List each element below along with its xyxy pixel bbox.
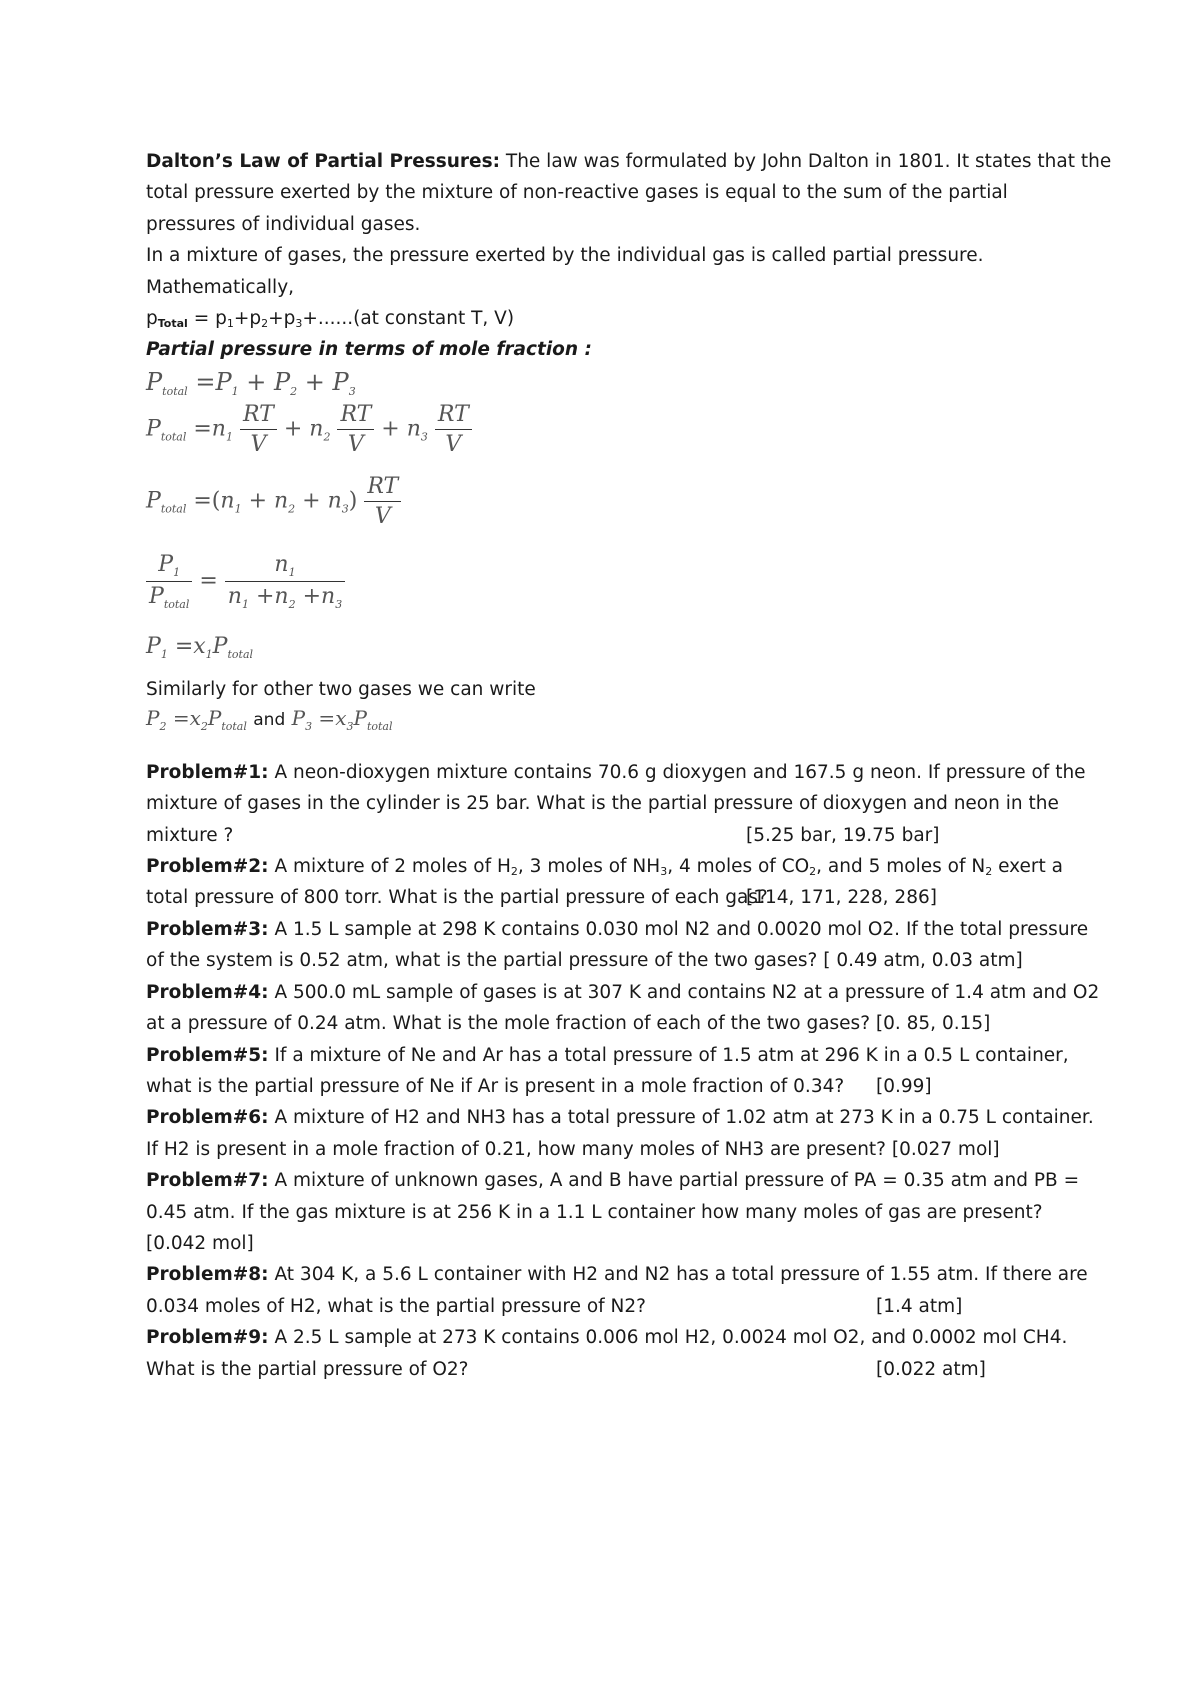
answer-2: [114, 171, 228, 286] — [746, 887, 937, 909]
intro-line-3: pressures of individual gases. — [146, 213, 421, 235]
problem-5: Problem#5: If a mixture of Ne and Ar has a total pressure of 1.5 atm at 296 K in a 0.5 L container, — [146, 1044, 1069, 1066]
similarly-text: Similarly for other two gases we can write — [146, 678, 536, 700]
law-heading: Dalton’s Law of Partial Pressures: — [146, 151, 501, 172]
problem-4: Problem#4: A 500.0 mL sample of gases is at 307 K and contains N2 at a pressure of 1.4 atm and O2 — [146, 981, 1100, 1003]
mole-fraction-heading: Partial pressure in terms of mole fraction : — [146, 339, 592, 361]
equation-p1-mole-fraction: $P_1 =x_1P_{total}$ — [146, 633, 254, 661]
answer-9: [0.022 atm] — [876, 1358, 986, 1380]
answer-8: [1.4 atm] — [876, 1295, 963, 1317]
equation-ideal-gas-sum: $P_{total} =n_1$ $\frac{RT}{V}$ + $n_2$ $\frac{RT}{V}$ + $n_3$ $\frac{RT}{V}$ — [146, 402, 472, 457]
equation-ratio: $\frac{P_1}{P_{total}}$ = $\frac{n_1}{n_1 +n_2 +n_3}$ — [146, 552, 345, 611]
intro-line-2: total pressure exerted by the mixture of non-reactive gases is equal to the sum of the partial — [146, 182, 1008, 204]
problem-6: Problem#6: A mixture of H2 and NH3 has a total pressure of 1.02 atm at 273 K in a 0.75 L container. — [146, 1107, 1094, 1129]
answer-1: [5.25 bar, 19.75 bar] — [746, 824, 940, 846]
problem-7: Problem#7: A mixture of unknown gases, A and B have partial pressure of PA = 0.35 atm and PB = — [146, 1170, 1080, 1192]
document-page: Dalton’s Law of Partial Pressures: The law was formulated by John Dalton in 1801. It states that the total pressure exerted by the mixture of non-reactive gases is equal to the sum of the partial pressures of individual gases. In a mixture of gases, the pressure exerted by the individual gas is called partial pressure. Mathematically, $p_{Total} = p_1+p_2+p_3+......(at$ constant T, V) Partial pressure in terms of mole fraction : $P_{total} =P_1 + P_2 + P_3$ $P_{total} =n_1$ $\frac{RT}{V}$ + $n_2$ $\frac{RT}{V}$ + $n_3$ $\frac{RT}{V}$ $P_{total} =(n_1 + n_2 + n_3)$ $\frac{RT}{V}$ $\frac{P_1}{P_{total}}$ = $\frac{n_1}{n_1 +n_2 +n_3}$ $P_1 =x_1P_{total}$ Similarly for other two gases we can write $P_2 =x_2P_{total}$ and $P_3 =x_3P_{total}$ Problem#1: A neon-dioxygen mixture contains 70.6 g dioxygen and 167.5 g neon. If pressure of the mixture of gases in the cylinder is 25 bar. What is the partial pressure of dioxygen and neon in the mixture ? [5.25 bar, 19.75 bar] Problem#2: A mixture of 2 moles of $H_2$, 3 moles of $NH_3$, 4 moles of $CO_2$, and 5 moles of $N_2$ exert a total pressure of 800 torr. What is the partial pressure of each gas? [114, 171, 228, 286] Problem#3: A 1.5 L sample at 298 K contains 0.030 mol N2 and 0.0020 mol O2. If the total pressure of the system is 0.52 atm, what is the partial pressure of the two gases? [ 0.49 atm, 0.03 atm] Problem#4: A 500.0 mL sample of gases is at 307 K and contains N2 at a pressure of 1.4 atm and O2 at a pressure of 0.24 atm. What is the mole fraction of each of the two gases? [0. 85, 0.15] Problem#5: If a mixture of Ne and Ar has a total pressure of 1.5 atm at 296 K in a 0.5 L container, what is the partial pressure of Ne if Ar is present in a mole fraction of 0.34? [0.99] Problem#6: A mixture of H2 and NH3 has a total pressure of 1.02 atm at 273 K in a 0.75 L container. If H2 is present in a mole fraction of 0.21, how many moles of NH3 are present? [0.027 mol] Problem#7: A mixture of unknown gases, A and B have partial pressure of PA = 0.35 atm and PB = 0.45 atm. If the gas mixture is at 256 K in a 1.1 L container how many moles of gas are present? [0.042 mol] Problem#8: At 304 K, a 5.6 L container with H2 and N2 has a total pressure of 1.55 atm. If there are 0.034 moles of H2, what is the partial pressure of N2? [1.4 atm] Problem#9: A 2.5 L sample at 273 K contains 0.006 mol H2, 0.0024 mol O2, and 0.0002 mol CH4. What is the partial pressure of O2? [0.022 atm] — [146, 146, 1066, 1385]
problem-1: Problem#1: A neon-dioxygen mixture contains 70.6 g dioxygen and 167.5 g neon. If pressure of the — [146, 761, 1086, 783]
problem-3: Problem#3: A 1.5 L sample at 298 K contains 0.030 mol N2 and 0.0020 mol O2. If the total pressure — [146, 918, 1089, 940]
intro-line-5: Mathematically, — [146, 276, 295, 298]
equation-factored: $P_{total} =(n_1 + n_2 + n_3)$ $\frac{RT}{V}$ — [146, 474, 401, 529]
answer-5: [0.99] — [876, 1075, 932, 1097]
problem-2: Problem#2: A mixture of 2 moles of $H_2$, 3 moles of $NH_3$, 4 moles of $CO_2$, and 5 moles of $N_2$ exert a — [146, 856, 1063, 879]
intro-line-1: Dalton’s Law of Partial Pressures: The law was formulated by John Dalton in 1801. It states that the — [146, 151, 1112, 172]
equation-block — [146, 366, 1066, 731]
equation-p2-p3: $P_2 =x_2P_{total}$ and $P_3 =x_3P_{total}$ — [146, 705, 393, 733]
equation-sum-pressures: $P_{total} =P_1 + P_2 + P_3$ — [146, 367, 356, 398]
total-pressure-formula: $p_{Total} = p_1+p_2+p_3+......(at$ constant T, V) — [146, 308, 515, 331]
intro-line-4: In a mixture of gases, the pressure exerted by the individual gas is called partial pressure. — [146, 245, 984, 267]
problem-9: Problem#9: A 2.5 L sample at 273 K contains 0.006 mol H2, 0.0024 mol O2, and 0.0002 mol CH4. — [146, 1327, 1068, 1349]
problem-8: Problem#8: At 304 K, a 5.6 L container with H2 and N2 has a total pressure of 1.55 atm. If there are — [146, 1264, 1088, 1286]
